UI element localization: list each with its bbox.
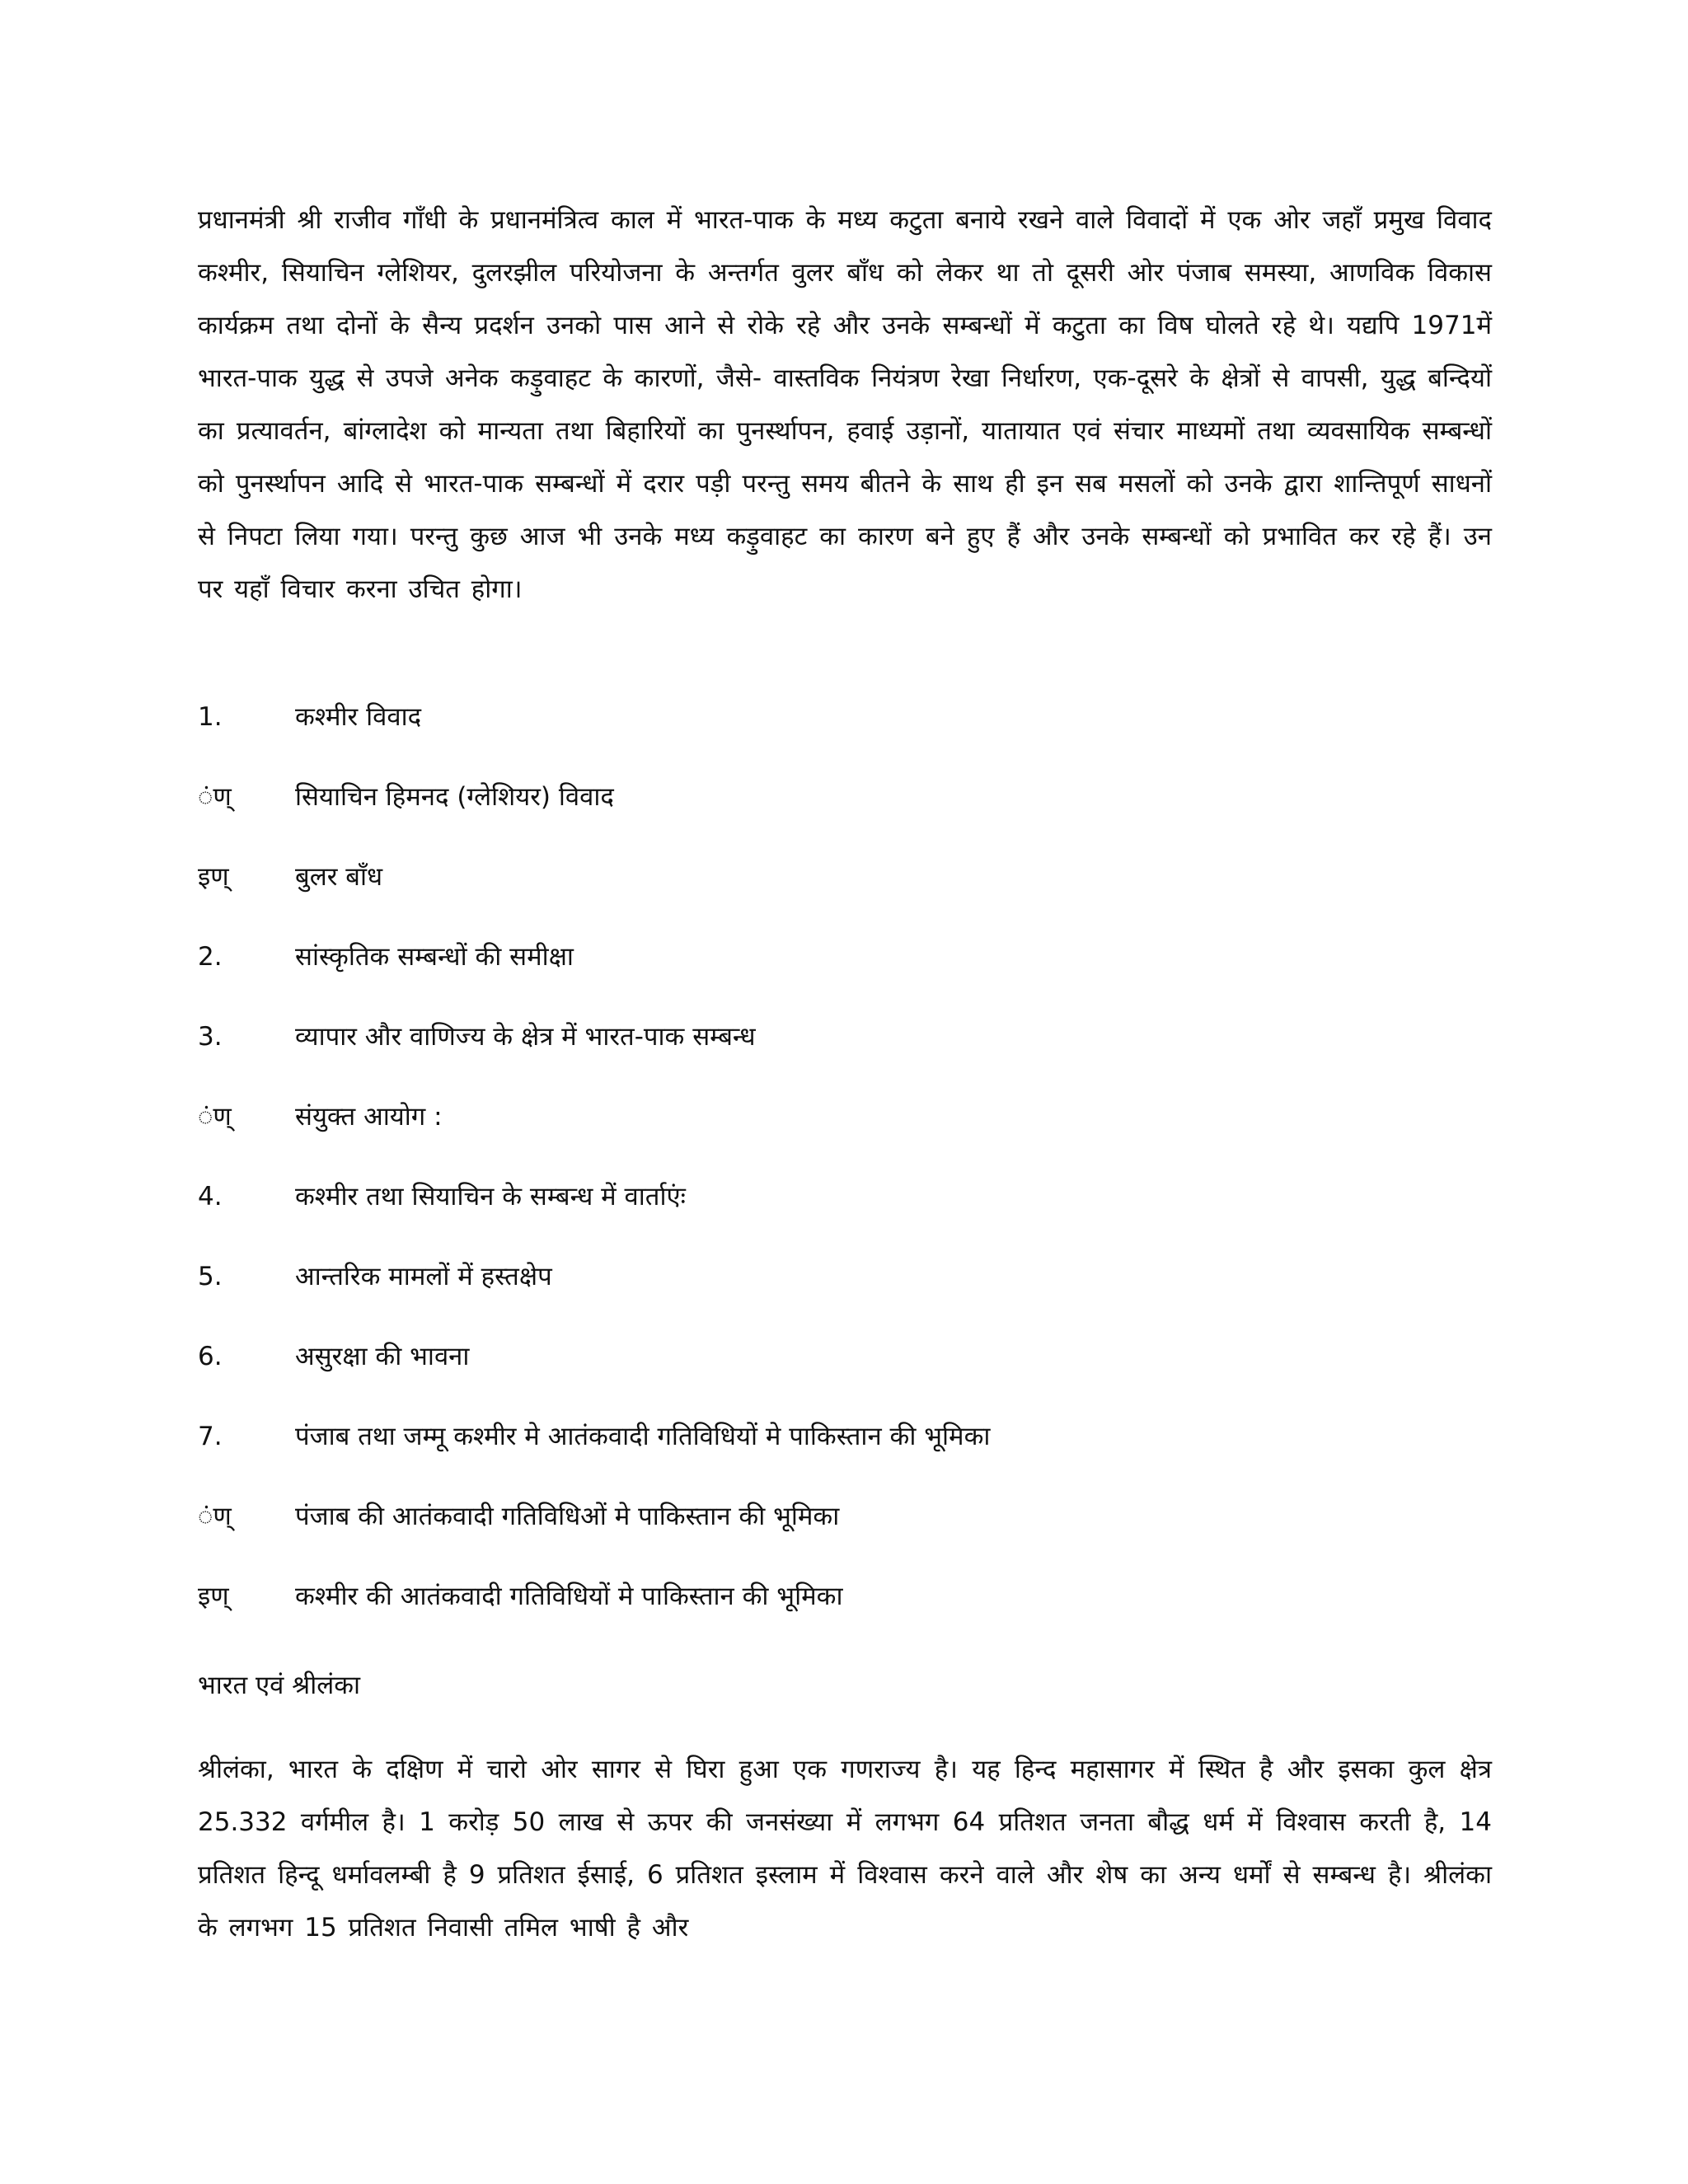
list-marker: 2. [198, 942, 223, 972]
list-item [198, 780, 1492, 860]
list-marker: 4. [198, 1182, 223, 1212]
list-marker: ंण् [198, 1102, 232, 1132]
list-item-text: आन्तरिक मामलों में हस्तक्षेप [295, 1262, 552, 1291]
list-item [198, 1260, 1492, 1340]
list-marker: 3. [198, 1022, 223, 1052]
list-item-text: असुरक्षा की भावना [295, 1342, 470, 1371]
list-item [198, 1500, 1492, 1580]
list-item-text: कश्मीर तथा सियाचिन के सम्बन्ध में वार्ताएंः [295, 1182, 686, 1212]
list-item [198, 1020, 1492, 1100]
list-item-text: व्यापार और वाणिज्य के क्षेत्र में भारत-पाक सम्बन्ध [295, 1022, 756, 1052]
list-marker: इण् [198, 862, 229, 892]
list-marker: ंण् [198, 1502, 232, 1531]
list-item [198, 1180, 1492, 1260]
list-item-text: पंजाब तथा जम्मू कश्मीर मे आतंकवादी गतिविधियों मे पाकिस्तान की भूमिका [295, 1422, 991, 1451]
section-heading: भारत एवं श्रीलंका [198, 1671, 361, 1700]
list-item-text: कश्मीर की आतंकवादी गतिविधियों मे पाकिस्तान की भूमिका [295, 1582, 843, 1611]
list-item [198, 860, 1492, 940]
list-marker: इण् [198, 1582, 229, 1611]
list-item [198, 940, 1492, 1020]
list-marker: 1. [198, 702, 223, 732]
list-item-text: कश्मीर विवाद [295, 702, 422, 732]
list-marker: 6. [198, 1342, 223, 1371]
intro-paragraph: प्रधानमंत्री श्री राजीव गाँधी के प्रधानमंत्रित्व काल में भारत-पाक के मध्य कटुता बनाये रखने वाले विवादों में एक ओर जहाँ प्रमुख विवाद कश्मीर, सियाचिन ग्लेशियर, दुलरझील परियोजना के अन्तर्गत वुलर बाँध को लेकर था तो दूसरी ओर पंजाब समस्या, आणविक विकास कार्यक्रम तथा दोनों के सैन्य प्रदर्शन उनको पास आने से रोके रहे और उनके सम्बन्धों में कटुता का विष घोलते रहे थे। यद्यपि 1971में भारत-पाक युद्ध से उपजे अनेक कड़ुवाहट के कारणों, जैसे- वास्तविक नियंत्रण रेखा निर्धारण, एक-दूसरे के क्षेत्रों से वापसी, युद्ध बन्दियों का प्रत्यावर्तन, बांग्लादेश को मान्यता तथा बिहारियों का पुनर्स्थापन, हवाई उड़ानों, यातायात एवं संचार माध्यमों तथा व्यवसायिक सम्बन्धों को पुनर्स्थापन आदि से भारत-पाक सम्बन्धों में दरार पड़ी परन्तु समय बीतने के साथ ही इन सब मसलों को उनके द्वारा शान्तिपूर्ण साधनों से निपटा लिया गया। परन्तु कुछ आज भी उनके मध्य कड़ुवाहट का कारण बने हुए हैं और उनके सम्बन्धों को प्रभावित कर रहे हैं। उन पर यहाँ विचार करना उचित होगा। [198, 205, 1492, 604]
list-item-text: सांस्कृतिक सम्बन्धों की समीक्षा [295, 942, 574, 972]
list-item [198, 1100, 1492, 1180]
list-marker: 5. [198, 1262, 223, 1291]
list-marker: 7. [198, 1422, 223, 1451]
topic-list [198, 701, 1492, 1660]
list-item [198, 1580, 1492, 1660]
list-marker: ंण् [198, 782, 232, 812]
list-item-text: संयुक्त आयोग : [295, 1102, 443, 1132]
list-item [198, 1420, 1492, 1500]
list-item-text: बुलर बाँध [295, 862, 383, 892]
list-item [198, 701, 1492, 780]
list-item [198, 1340, 1492, 1420]
list-item-text: पंजाब की आतंकवादी गतिविधिओं मे पाकिस्तान की भूमिका [295, 1502, 840, 1531]
srilanka-paragraph: श्रीलंका, भारत के दक्षिण में चारो ओर सागर से घिरा हुआ एक गणराज्य है। यह हिन्द महासागर में स्थित है और इसका कुल क्षेत्र 25.332 वर्गमील है। 1 करोड़ 50 लाख से ऊपर की जनसंख्या में लगभग 64 प्रतिशत जनता बौद्ध धर्म में विश्वास करती है, 14 प्रतिशत हिन्दू धर्मावलम्बी है 9 प्रतिशत ईसाई, 6 प्रतिशत इस्लाम में विश्वास करने वाले और शेष का अन्य धर्मों से सम्बन्ध है। श्रीलंका के लगभग 15 प्रतिशत निवासी तमिल भाषी है और [198, 1755, 1492, 1943]
list-item-text: सियाचिन हिमनद (ग्लेशियर) विवाद [295, 782, 614, 812]
